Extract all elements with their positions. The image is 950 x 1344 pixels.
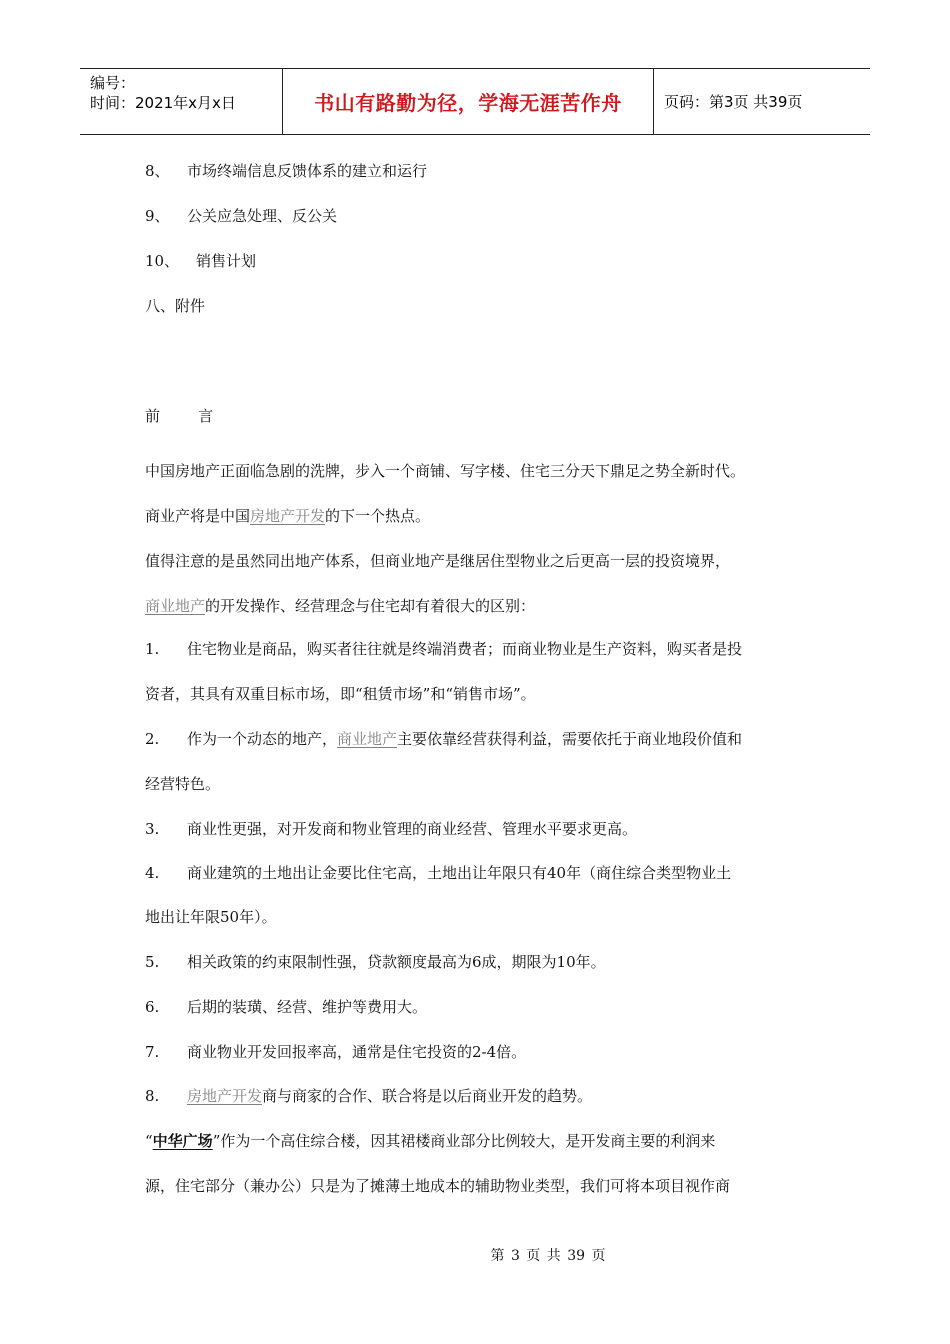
outline-item-number: 8、 <box>145 162 170 180</box>
real-estate-development-link[interactable]: 房地产开发 <box>250 507 326 525</box>
outline-item-text: 市场终端信息反馈体系的建立和运行 <box>187 162 428 180</box>
point-number: 8. <box>145 1087 160 1105</box>
zhonghua-plaza-link[interactable]: 中华广场 <box>152 1132 213 1150</box>
outline-item-8 <box>145 160 427 182</box>
intro-text: 商业产将是中国 <box>145 507 251 525</box>
point-2 <box>145 728 742 750</box>
commercial-real-estate-link[interactable]: 商业地产 <box>145 597 206 615</box>
header-motto: 书山有路勤为径，学海无涯苦作舟 <box>282 69 654 134</box>
page-footer: 第 3 页 共 39 页 <box>490 1248 606 1264</box>
closing-text: ”作为一个高住综合楼，因其裙楼商业部分比例较大，是开发商主要的利润来 <box>212 1132 716 1150</box>
point-5 <box>145 951 606 973</box>
intro-text: 的开发操作、经营理念与住宅却有着很大的区别： <box>205 597 536 615</box>
point-6 <box>145 996 427 1018</box>
point-number: 5. <box>145 953 160 971</box>
intro-paragraph-2 <box>145 505 430 527</box>
point-3 <box>145 818 637 840</box>
point-8 <box>145 1085 592 1107</box>
point-text: 主要依靠经营获得利益，需要依托于商业地段价值和 <box>397 730 743 748</box>
outline-item-number: 9、 <box>145 207 170 225</box>
point-4-continued: 地出让年限50年）。 <box>145 908 277 926</box>
commercial-real-estate-link[interactable]: 商业地产 <box>337 730 398 748</box>
outline-item-9 <box>145 205 337 227</box>
outline-item-text: 公关应急处理、反公关 <box>187 207 338 225</box>
closing-paragraph-line-2: 源，住宅部分（兼办公）只是为了摊薄土地成本的辅助物业类型，我们可将本项目视作商 <box>145 1177 731 1195</box>
point-number: 6. <box>145 998 160 1016</box>
document-number-label: 编号： <box>90 74 136 92</box>
point-1-continued: 资者，其具有双重目标市场，即“租赁市场”和“销售市场”。 <box>145 685 536 703</box>
closing-paragraph-line-1 <box>145 1130 715 1152</box>
point-7 <box>145 1041 526 1063</box>
header-page-code: 页码：第3页 共39页 <box>664 93 803 111</box>
point-text: 后期的装璜、经营、维护等费用大。 <box>187 998 428 1016</box>
document-header <box>80 68 870 135</box>
intro-paragraph-1: 中国房地产正面临急剧的洗牌，步入一个商铺、写字楼、住宅三分天下鼎足之势全新时代。 <box>145 462 746 480</box>
point-number: 2. <box>145 730 160 748</box>
point-number: 4. <box>145 864 160 882</box>
header-meta <box>80 69 282 134</box>
point-1 <box>145 638 742 660</box>
preface-title: 前 言 <box>145 407 214 425</box>
point-text: 作为一个动态的地产， <box>187 730 338 748</box>
outline-item-text: 销售计划 <box>196 252 257 270</box>
point-4 <box>145 862 731 884</box>
point-number: 7. <box>145 1043 160 1061</box>
outline-item-10 <box>145 250 256 272</box>
intro-text: 的下一个热点。 <box>325 507 431 525</box>
quote-mark: “ <box>145 1132 153 1150</box>
point-text: 相关政策的约束限制性强，贷款额度最高为6成，期限为10年。 <box>187 953 606 971</box>
point-text: 商业物业开发回报率高，通常是住宅投资的2-4倍。 <box>187 1043 527 1061</box>
point-text: 商业性更强，对开发商和物业管理的商业经营、管理水平要求更高。 <box>187 820 638 838</box>
point-text: 商与商家的合作、联合将是以后商业开发的趋势。 <box>262 1087 593 1105</box>
point-text: 商业建筑的土地出让金要比住宅高，土地出让年限只有40年（商住综合类型物业土 <box>187 864 732 882</box>
outline-item-number: 10、 <box>145 252 180 270</box>
real-estate-development-link[interactable]: 房地产开发 <box>187 1087 263 1105</box>
document-time-label: 时间：2021年x月x日 <box>90 94 236 112</box>
intro-paragraph-3: 值得注意的是虽然同出地产体系，但商业地产是继居住型物业之后更高一层的投资境界， <box>145 552 731 570</box>
appendix-heading: 八、附件 <box>145 297 206 315</box>
point-number: 1. <box>145 640 160 658</box>
intro-paragraph-4 <box>145 595 535 617</box>
point-2-continued: 经营特色。 <box>145 775 221 793</box>
point-number: 3. <box>145 820 160 838</box>
point-text: 住宅物业是商品，购买者往往就是终端消费者；而商业物业是生产资料，购买者是投 <box>187 640 743 658</box>
